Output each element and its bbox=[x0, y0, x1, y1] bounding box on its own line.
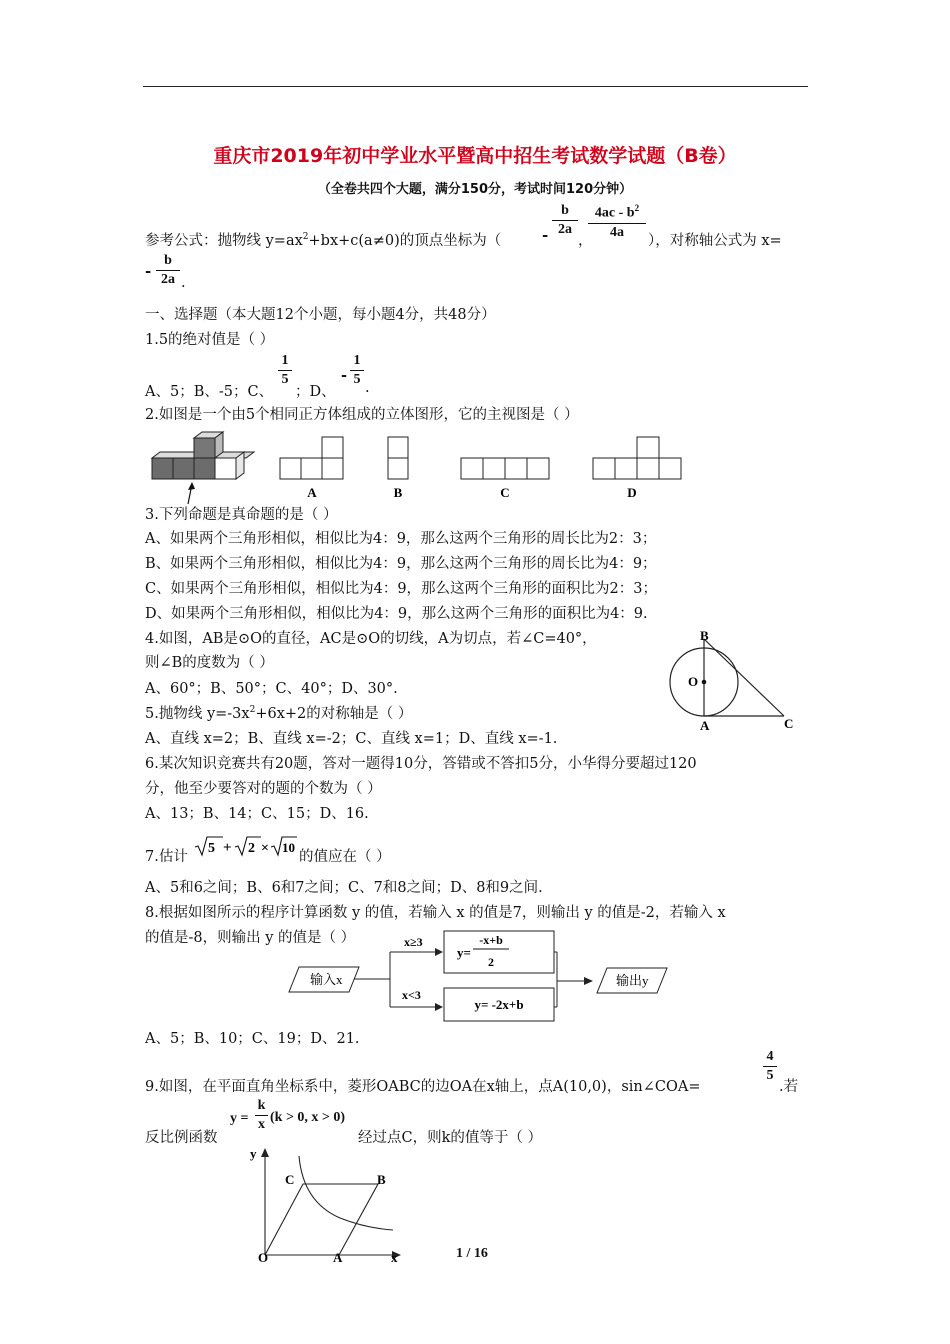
input-label: 输入x bbox=[310, 972, 343, 987]
q3-option-c: C、如果两个三角形相似，相似比为4：9，那么这两个三角形的面积比为2：3； bbox=[145, 581, 657, 597]
q6-stem-line2: 分，他至少要答对的题的个数为（ ） bbox=[145, 781, 382, 797]
q9-func-fraction: k x bbox=[255, 1098, 268, 1133]
cond-top: x≥3 bbox=[404, 935, 423, 949]
q7-rad-5: 5 bbox=[208, 841, 215, 856]
q8-options: A、5；B、10；C、19；D、21. bbox=[145, 1031, 360, 1047]
q2-stem: 2.如图是一个由5个相同正方体组成的立体图形，它的主视图是（ ） bbox=[145, 407, 579, 423]
center-point bbox=[702, 680, 707, 685]
rhombus-oabc bbox=[265, 1184, 378, 1255]
q7-rad-10: 10 bbox=[282, 840, 295, 855]
axis-denominator: 2a bbox=[161, 272, 175, 287]
q5-stem bbox=[145, 702, 412, 723]
label-c: C bbox=[784, 716, 794, 731]
q9-func-y: y = bbox=[230, 1111, 249, 1126]
cond-bottom: x<3 bbox=[402, 988, 421, 1002]
axis-numerator: b bbox=[164, 253, 172, 268]
q9-stem-line1: 9.如图，在平面直角坐标系中，菱形OABC的边OA在x轴上，点A(10,0)，sin∠COA= bbox=[145, 1079, 701, 1095]
q1-stem: 1.5的绝对值是（ ） bbox=[145, 332, 275, 348]
q5-stem-b: +6x+2的对称轴是（ ） bbox=[255, 706, 413, 722]
q2-figures bbox=[140, 428, 700, 506]
label-b: B bbox=[700, 628, 709, 643]
q2-option-d-figure bbox=[593, 437, 681, 479]
q3-option-d: D、如果两个三角形相似，相似比为4：9，那么这两个三角形的面积比为4：9. bbox=[145, 606, 648, 622]
q7-stem-a: 7.估计 bbox=[145, 849, 188, 865]
label-o: O bbox=[258, 1250, 269, 1265]
q4-stem-line2: 则∠B的度数为（ ） bbox=[145, 655, 274, 671]
q4-options: A、60°；B、50°；C、40°；D、30°. bbox=[145, 681, 398, 697]
label-x: x bbox=[391, 1250, 398, 1265]
box-top-den: 2 bbox=[488, 955, 494, 969]
vertex-y-numerator: 4ac - b bbox=[594, 205, 635, 221]
vertex-x-denominator: 2a bbox=[558, 222, 572, 237]
q9-coordinate-figure bbox=[245, 1142, 415, 1267]
q9-stem-line1-end: .若 bbox=[779, 1079, 799, 1095]
q7-times: × bbox=[261, 841, 269, 856]
label-y: y bbox=[250, 1146, 257, 1161]
vertex-minus: - bbox=[542, 226, 549, 244]
q9-sin-fraction: 4 5 bbox=[763, 1049, 777, 1084]
q7-stem-b: 的值应在（ ） bbox=[299, 849, 391, 865]
hyperbola-curve bbox=[299, 1156, 393, 1230]
formula-mid: +bx+c(a≠0)的顶点坐标为（ bbox=[308, 233, 502, 249]
q1-end: . bbox=[365, 380, 370, 396]
q6-options: A、13；B、14；C、15；D、16. bbox=[145, 806, 369, 822]
q2-label-a: A bbox=[307, 485, 317, 500]
output-label: 输出y bbox=[616, 973, 649, 988]
q7-plus: + bbox=[223, 840, 232, 856]
page-title: 重庆市2019年初中学业水平暨高中招生考试数学试题（B卷） bbox=[213, 145, 737, 167]
q2-label-c: C bbox=[500, 485, 510, 500]
vertex-y-sup: 2 bbox=[634, 203, 640, 213]
box-top-prefix: y= bbox=[457, 945, 471, 960]
box-top-num: -x+b bbox=[479, 933, 503, 947]
q2-label-b: B bbox=[393, 485, 403, 500]
q2-label-d: D bbox=[627, 485, 637, 500]
q5-options: A、直线 x=2；B、直线 x=-2；C、直线 x=1；D、直线 x=-1. bbox=[145, 731, 558, 747]
q5-stem-a: 5.抛物线 y=-3x bbox=[145, 706, 250, 722]
axis-minus: - bbox=[145, 262, 152, 280]
q1-options-d: ；D、 bbox=[295, 384, 336, 400]
vertex-y-fraction bbox=[588, 203, 646, 241]
q2-option-b-figure bbox=[388, 437, 408, 479]
q1-options-a: A、5；B、-5；C、 bbox=[145, 384, 274, 400]
label-c: C bbox=[285, 1172, 295, 1187]
page-number: 1 / 16 bbox=[456, 1246, 488, 1261]
header-rule bbox=[143, 86, 808, 87]
q2-option-c-figure bbox=[461, 458, 549, 479]
q1-frac-d: 1 5 bbox=[350, 353, 364, 388]
q2-solid-figure bbox=[152, 432, 254, 504]
vertex-x-numerator: b bbox=[561, 203, 569, 218]
q7-options: A、5和6之间；B、6和7之间；C、7和8之间；D、8和9之间. bbox=[145, 880, 543, 896]
formula-prefix: 参考公式：抛物线 y=ax bbox=[145, 233, 303, 249]
q7-rad-2: 2 bbox=[248, 841, 255, 856]
q1-minus: - bbox=[341, 367, 348, 384]
q6-stem-line1: 6.某次知识竞赛共有20题，答对一题得10分，答错或不答扣5分，小华得分要超过120 bbox=[145, 756, 697, 772]
box-bottom-text: y= -2x+b bbox=[474, 997, 524, 1012]
label-a: A bbox=[333, 1250, 343, 1265]
q4-stem-line1: 4.如图，AB是⊙O的直径，AC是⊙O的切线，A为切点，若∠C=40°， bbox=[145, 631, 597, 647]
q4-circle-figure bbox=[660, 626, 800, 738]
q2-option-a-figure bbox=[280, 437, 343, 479]
q9-stem2-a: 反比例函数 bbox=[145, 1130, 218, 1146]
arrow-head bbox=[188, 482, 195, 490]
q3-option-a: A、如果两个三角形相似，相似比为4：9，那么这两个三角形的周长比为2：3； bbox=[145, 531, 657, 547]
vertex-comma: ， bbox=[578, 233, 593, 249]
q8-stem-line2: 的值是-8，则输出 y 的值是（ ） bbox=[145, 930, 356, 946]
vertex-x-fraction bbox=[552, 203, 578, 238]
label-a: A bbox=[700, 718, 710, 733]
page-subtitle: （全卷共四个大题，满分150分，考试时间120分钟） bbox=[317, 182, 633, 197]
q5-sup: 2 bbox=[249, 705, 256, 716]
q8-stem-line1: 8.根据如图所示的程序计算函数 y 的值，若输入 x 的值是7，则输出 y 的值是-2，若输入 x bbox=[145, 905, 726, 921]
q3-option-b: B、如果两个三角形相似，相似比为4：9，那么这两个三角形的周长比为4：9； bbox=[145, 556, 657, 572]
formula-sup: 2 bbox=[302, 232, 309, 243]
label-b: B bbox=[377, 1172, 386, 1187]
section-heading: 一、选择题（本大题12个小题，每小题4分，共48分） bbox=[145, 307, 496, 323]
label-o: O bbox=[688, 674, 699, 689]
axis-dot: . bbox=[181, 275, 186, 291]
q9-func-cond: (k > 0, x > 0) bbox=[270, 1110, 346, 1125]
segment-bc bbox=[704, 639, 784, 716]
q1-frac-c: 1 5 bbox=[278, 353, 292, 388]
vertex-y-denominator: 4a bbox=[610, 224, 624, 240]
q3-stem: 3.下列命题是真命题的是（ ） bbox=[145, 507, 338, 523]
q9-stem2-b: 经过点C，则k的值等于（ ） bbox=[358, 1130, 542, 1146]
q7-expression bbox=[193, 834, 297, 860]
axis-fraction bbox=[156, 253, 180, 288]
formula-end: ），对称轴公式为 x= bbox=[648, 233, 782, 249]
q8-flowchart bbox=[285, 928, 675, 1024]
